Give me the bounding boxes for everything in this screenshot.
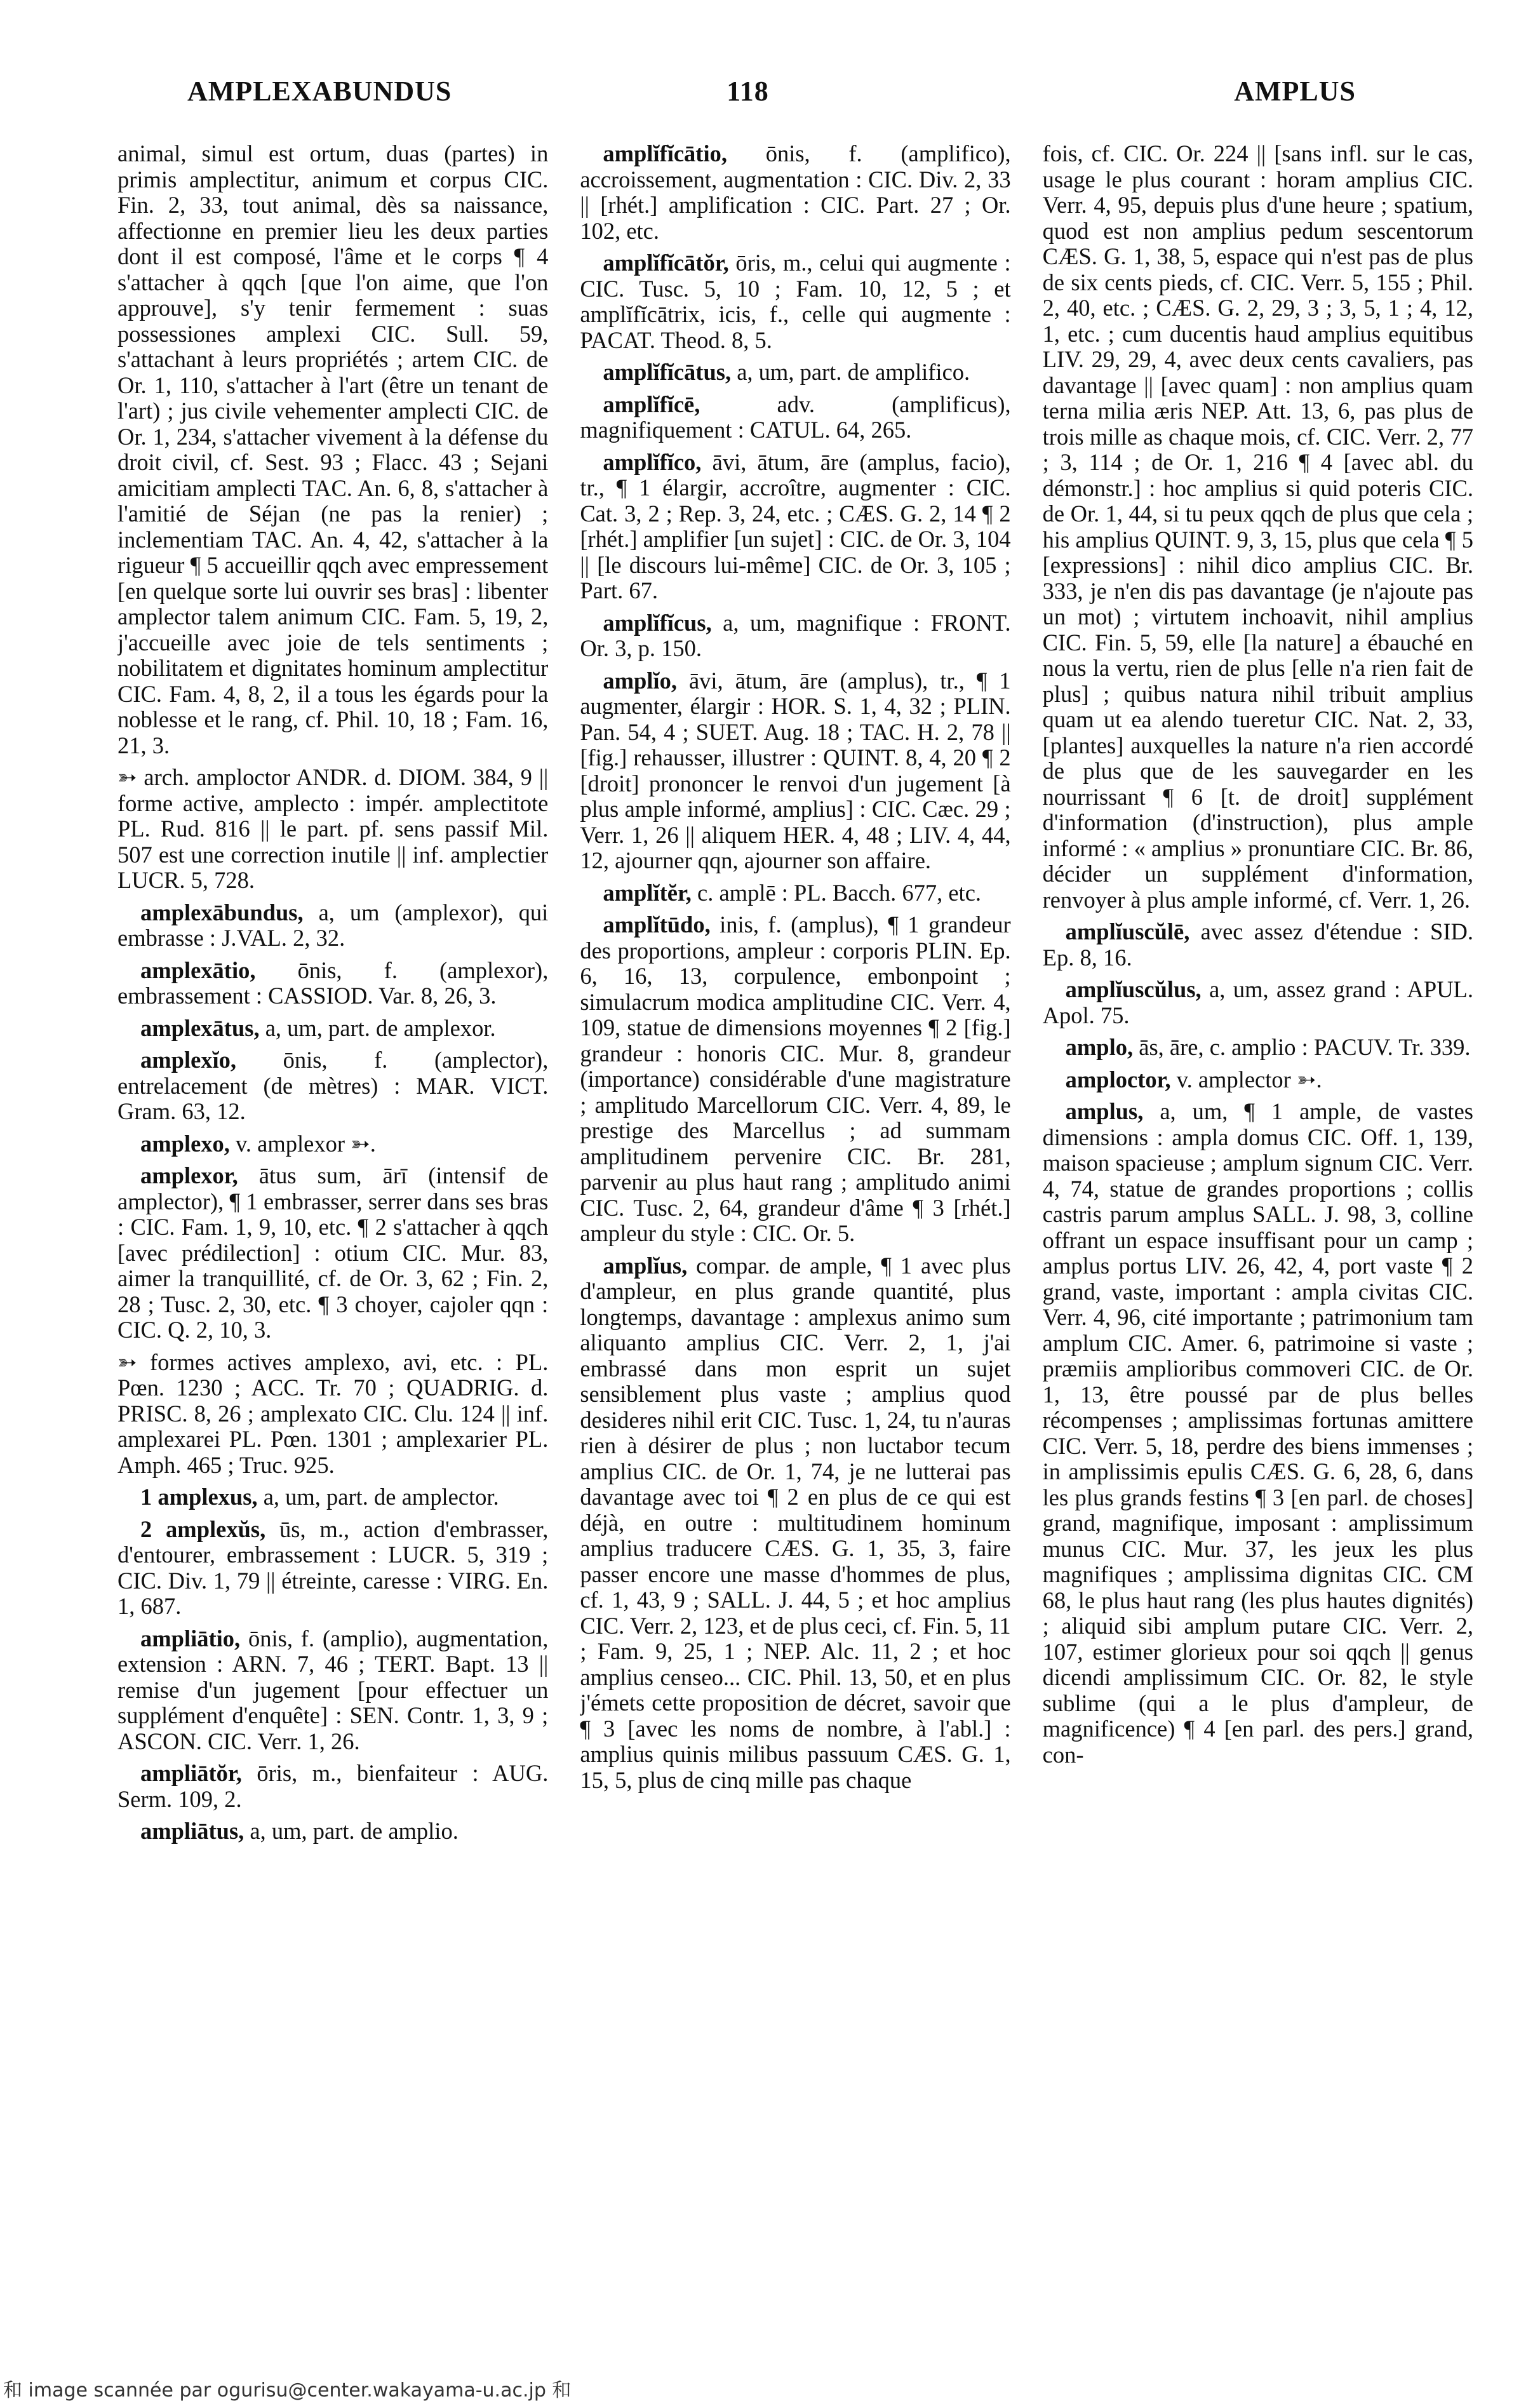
dictionary-entry [117,1818,548,1845]
dictionary-entry [580,880,1010,906]
entry-headword: amplexātio, [140,957,256,983]
entry-text: ōris, m., bienfaiteur : AUG. Serm. 109, 2. [117,1760,549,1812]
entry-text: adv. (amplificus), magnifiquement : CATUL. 64, 265. [580,391,1011,443]
column-2 [580,141,1010,2326]
entry-text: a, um, part. de amplio. [244,1818,459,1844]
entry-headword: amplĭfĭcē, [603,391,700,417]
entry-headword: amploctor, [1065,1066,1171,1092]
running-header [140,75,1356,119]
dictionary-entry [580,141,1010,244]
entry-headword: amplĭo, [603,667,677,694]
column-1 [117,141,548,2326]
entry-headword: amplĭfĭco, [603,448,702,475]
entry-text: ōnis, f. (amplexor), embrassement : CASSIOD. Var. 8, 26, 3. [117,957,549,1009]
entry-text: a, um (amplexor), qui embrasse : J.VAL. 2, 32. [117,899,549,951]
dictionary-entry [580,360,1010,386]
scan-credit: 和 image scannée par ogurisu@center.wakayama-u.ac.jp 和 [3,2379,572,2402]
dictionary-entry [580,668,1010,874]
entry-text: ➳ arch. amploctor ANDR. d. DIOM. 384, 9 || forme active, amplecto : impér. amplectitote PL. Rud. 816 || le part. pf. sens passif Mil. 507 est une correction inutile || inf. amplectier LUCR. 5, 728. [117,764,549,893]
entry-text: a, um, ¶ 1 ample, de vastes dimensions : ampla domus CIC. Off. 1, 139, maison spacieuse ; amplum signum CIC. Verr. 4, 74, statue de grandes proportions ; collis castris parum amplus SALL. J. 98, 3, colline offrant un espace insuffisant pour un camp ; amplus portus LIV. 26, 42, 4, port vaste ¶ 2 grand, vaste, important : ampla civitas CIC. Verr. 4, 96, cité importante ; patrimonium tam amplum CIC. Amer. 6, patrimoine si vaste ; præmiis amplioribus commoveri CIC. de Or. 1, 13, être poussé par de plus belles récompenses ; amplissimas fortunas amittere CIC. Verr. 5, 18, perdre des biens immenses ; in amplissimis epulis CÆS. G. 6, 28, 6, dans les plus grands festins ¶ 3 [en parl. de choses] grand, magnifique, imposant : amplissimum munus CIC. Mur. 37, les jeux les plus magnifiques ; amplissima dignitas CIC. CM 68, le plus haut rang (les plus hautes dignités) ; aliquid sibi amplum putare CIC. Verr. 2, 107, estimer glorieux pour soi qqch || genus dicendi amplissimum CIC. Or. 82, le style sublime (qui a le plus d'ampleur, de magnificence) ¶ 4 [en parl. des pers.] grand, con- [1042,1098,1473,1768]
entry-headword: ampliātŏr, [140,1760,242,1786]
entry-headword: amplexābundus, [140,899,304,925]
entry-headword: amplĭus, [603,1252,688,1279]
dictionary-entry [117,1626,548,1755]
header-left-guideword: AMPLEXABUNDUS [187,76,452,107]
entry-headword: amplĭtĕr, [603,879,692,906]
entry-headword: amplĭtūdo, [603,911,711,938]
entry-text: āvi, ātum, āre (amplus), tr., ¶ 1 augmenter, élargir : HOR. S. 1, 4, 32 ; PLIN. Pan. 54, 4 ; SUET. Aug. 18 ; TAC. H. 2, 78 || [fig.] rehausser, illustrer : QUINT. 8, 4, 20 ¶ 2 [droit] prononcer le renvoi d'un jugement [à plus ample informé, amplius] : CIC. Cæc. 29 ; Verr. 1, 26 || aliquem HER. 4, 48 ; LIV. 4, 44, 12, ajourner qqn, ajourner son affaire. [580,667,1011,873]
entry-text: a, um, magnifique : FRONT. Or. 3, p. 150. [580,609,1011,661]
entry-text: a, um, assez grand : APUL. Apol. 75. [1042,976,1473,1028]
entry-text: avec assez d'étendue : SID. Ep. 8, 16. [1042,918,1473,971]
dictionary-entry [1043,141,1473,913]
dictionary-entry [117,1761,548,1812]
entry-text: v. amplexor ➳. [229,1130,376,1157]
dictionary-entry [580,610,1010,662]
dictionary-entry [580,450,1010,604]
entry-text: animal, simul est ortum, duas (partes) in primis amplectitur, animum et corpus CIC. Fin. 2, 33, tout animal, dès sa naissance, affectionne en premier lieu les deux parties dont il est composé, l'âme et le corps ¶ 4 s'attacher à qqch [que l'on aime, que l'on approuve], s'y tenir fermement : suas possessiones amplexi CIC. Sull. 59, s'attachant à leurs propriétés ; artem CIC. de Or. 1, 110, s'attacher à l'art (être un tenant de l'art) ; jus civile vehementer amplecti CIC. de Or. 1, 234, s'attacher vivement à la défense du droit civil, cf. Sest. 93 ; Flacc. 43 ; Sejani amicitiam amplecti TAC. An. 6, 8, s'attacher à l'amitié de Séjan (ne pas la renier) ; inclementiam TAC. An. 4, 42, s'attacher à la rigueur ¶ 5 accueillir qqch avec empressement [en quelque sorte lui ouvrir ses bras] : libenter amplector talem animum CIC. Fam. 5, 19, 2, j'accueille avec joie de tels sentiments ; nobilitatem et dignitates hominum amplectitur CIC. Fam. 4, 8, 2, il a tous les égards pour la noblesse et le rang, cf. Phil. 10, 18 ; Fam. 16, 21, 3. [117,141,549,758]
entry-headword: 1 amplexus, [140,1484,258,1510]
dictionary-entry [117,900,548,951]
entry-text: compar. de ample, ¶ 1 avec plus d'ampleur, en plus grande quantité, plus longtemps, davantage : amplexus animo sum aliquanto amplius CIC. Verr. 2, 1, j'ai embrassé dans mon esprit un sujet sensiblement plus vaste ; amplius quod desideres nihil erit CIC. Tusc. 1, 24, tu n'auras rien à désirer de plus ; non luctabor tecum amplius CIC. de Or. 1, 74, je ne lutterai pas davantage avec toi ¶ 2 en plus de ce qui est déjà, en outre : multitudinem hominum amplius traducere CÆS. G. 1, 35, 3, faire passer encore une masse d'hommes de plus, cf. 1, 43, 9 ; SALL. J. 44, 5 ; et hoc amplius CIC. Verr. 2, 123, et de plus ceci, cf. Fin. 5, 11 ; Fam. 9, 25, 1 ; NEP. Alc. 11, 2 ; et hoc amplius censeo... CIC. Phil. 13, 50, et en plus j'émets cette proposition de décret, savoir que ¶ 3 [avec les noms de nombre, à l'abl.] : amplius quinis milibus passuum CÆS. G. 1, 15, 5, plus de cinq mille pas chaque [580,1252,1011,1793]
entry-text: ōnis, f. (amplifico), accroissement, augmentation : CIC. Div. 2, 33 || [rhét.] amplification : CIC. Part. 27 ; Or. 102, etc. [580,141,1011,244]
column-3 [1043,141,1473,2326]
dictionary-entry [580,912,1010,1247]
dictionary-entry [117,958,548,1009]
entry-text: ās, āre, c. amplio : PACUV. Tr. 339. [1133,1034,1471,1060]
entry-headword: amplĭfĭcātio, [603,141,727,166]
dictionary-entry [1043,1099,1473,1768]
dictionary-entry [117,1350,548,1479]
entry-headword: amplĭfĭcātus, [603,359,732,385]
dictionary-entry [580,392,1010,443]
dictionary-entry [117,765,548,894]
dictionary-entry [580,1253,1010,1794]
entry-text: a, um, part. de amplector. [257,1484,499,1510]
entry-text: ➳ formes actives amplexo, avi, etc. : PL. Pœn. 1230 ; ACC. Tr. 70 ; QUADRIG. d. PRISC. 8, 26 ; amplexato CIC. Clu. 124 || inf. amplexarei PL. Pœn. 1301 ; amplexarier PL. Amph. 465 ; Truc. 925. [117,1348,549,1478]
entry-headword: amplĭuscŭlē, [1065,918,1190,944]
entry-text: a, um, part. de amplexor. [259,1014,496,1041]
entry-headword: ampliātus, [140,1818,244,1844]
entry-text: ōris, m., celui qui augmente : CIC. Tusc. 5, 10 ; Fam. 10, 12, 5 ; et amplĭfĭcātrix, icis, f., celle qui augmente : PACAT. Theod. 8, 5. [580,250,1011,353]
entry-text: a, um, part. de amplifico. [731,359,970,385]
entry-headword: amplexor, [140,1162,238,1188]
entry-text: c. amplē : PL. Bacch. 677, etc. [691,879,982,906]
entry-headword: amplĭfĭcus, [603,609,712,636]
dictionary-entry [117,1484,548,1510]
entry-headword: amplo, [1065,1034,1134,1060]
entry-headword: amplexo, [140,1130,230,1157]
dictionary-entry [117,1163,548,1343]
dictionary-entry [117,1047,548,1125]
dictionary-entry [1043,919,1473,971]
entry-headword: amplĭuscŭlus, [1065,976,1202,1002]
dictionary-entry [117,1517,548,1620]
dictionary-entry [117,1131,548,1157]
dictionary-entry [1043,1035,1473,1061]
entry-headword: amplĭfĭcātŏr, [603,250,729,276]
dictionary-columns [117,141,1473,2326]
entry-text: ātus sum, ārī (intensif de amplector), ¶ 1 embrasser, serrer dans ses bras : CIC. Fam. 1, 9, 10, etc. ¶ 2 s'attacher à qqch [avec prédilection] : otium CIC. Mur. 83, aimer la tranquillité, cf. de Or. 3, 62 ; Fin. 2, 28 ; Tusc. 2, 30, etc. ¶ 3 choyer, cajoler qqn : CIC. Q. 2, 10, 3. [117,1162,549,1343]
entry-text: ōnis, f. (amplector), entrelacement (de mètres) : MAR. VICT. Gram. 63, 12. [117,1047,549,1124]
dictionary-entry [117,1016,548,1042]
page-number: 118 [726,76,769,107]
entry-headword: amplexĭo, [140,1047,237,1073]
dictionary-entry [1043,1067,1473,1093]
entry-text: fois, cf. CIC. Or. 224 || [sans infl. sur le cas, usage le plus courant : horam amplius CIC. Verr. 4, 95, depuis plus d'une heure ; spatium, quod est non amplius pedum sescentorum CÆS. G. 1, 38, 5, espace qui n'est pas de plus de six cents pieds, cf. CIC. Verr. 5, 155 ; Phil. 2, 40, etc. ; CÆS. G. 2, 29, 3 ; 3, 5, 1 ; 4, 12, 1, etc. ; cum ducentis haud amplius equitibus LIV. 29, 29, 4, avec deux cents cavaliers, pas davantage || [avec quam] : non amplius quam terna milia æris NEP. Att. 13, 6, pas plus de trois mille as chaque mois, cf. CIC. Verr. 2, 77 ; 3, 114 ; de Or. 1, 216 ¶ 4 [avec abl. du démonstr.] : hoc amplius si quid poteris CIC. de Or. 1, 44, si tu peux qqch de plus que cela ; his amplius QUINT. 9, 3, 15, plus que cela ¶ 5 [expressions] : nihil dico amplius CIC. Br. 333, je n'en dis pas davantage (je n'ajoute pas un mot) ; virtutem inchoavit, nihil amplius CIC. Fin. 5, 59, elle [la nature] a ébauché en nous la vertu, rien de plus [elle n'a rien fait de plus] ; quibus natura nihil tribuit amplius quam ut ea alendo tueretur CIC. Nat. 2, 33, [plantes] auxquelles la nature n'a rien accordé de plus que de les sauvegarder en les nourrissant ¶ 6 [t. de droit] supplément d'information (d'instruction), plus ample informé : « amplius » pronuntiare CIC. Br. 86, décider un supplément d'information, renvoyer à plus ample informé, cf. Verr. 1, 26. [1042,141,1473,913]
dictionary-entry [1043,977,1473,1028]
entry-headword: amplus, [1065,1098,1144,1124]
entry-headword: 2 amplexŭs, [140,1516,266,1542]
dictionary-entry [580,250,1010,353]
entry-text: ōnis, f. (amplio), augmentation, extension : ARN. 7, 46 ; TERT. Bapt. 13 || remise d'un jugement [pour effectuer un supplément d'enquête] : SEN. Contr. 1, 3, 9 ; ASCON. CIC. Verr. 1, 26. [117,1625,549,1754]
entry-headword: ampliātio, [140,1625,241,1651]
entry-headword: amplexātus, [140,1014,260,1041]
dictionary-entry [117,141,548,758]
entry-text: ūs, m., action d'embrasser, d'entourer, embrassement : LUCR. 5, 319 ; CIC. Div. 1, 79 || étreinte, caresse : VIRG. En. 1, 687. [117,1516,549,1619]
entry-text: inis, f. (amplus), ¶ 1 grandeur des proportions, ampleur : corporis PLIN. Ep. 6, 16, 13, corpulence, embonpoint ; simulacrum modica amplitudine CIC. Verr. 4, 109, statue de dimensions moyennes ¶ 2 [fig.] grandeur : honoris CIC. Mur. 8, grandeur (importance) considérable d'une magistrature ; amplitudo Marcellorum CIC. Verr. 4, 89, le prestige des Marcellus ; ad summam amplitudinem pervenire CIC. Br. 281, parvenir au plus haut rang ; amplitudo animi CIC. Tusc. 2, 64, grandeur d'âme ¶ 3 [rhét.] ampleur du style : CIC. Or. 5. [580,911,1011,1246]
header-right-guideword: AMPLUS [1234,76,1356,107]
entry-text: v. amplector ➳. [1170,1066,1322,1092]
entry-text: āvi, ātum, āre (amplus, facio), tr., ¶ 1 élargir, accroître, augmenter : CIC. Cat. 3, 2 ; Rep. 3, 24, etc. ; CÆS. G. 2, 14 ¶ 2 [rhét.] amplifier [un sujet] : CIC. de Or. 3, 104 || [le discours lui-même] CIC. de Or. 3, 105 ; Part. 67. [580,448,1011,603]
